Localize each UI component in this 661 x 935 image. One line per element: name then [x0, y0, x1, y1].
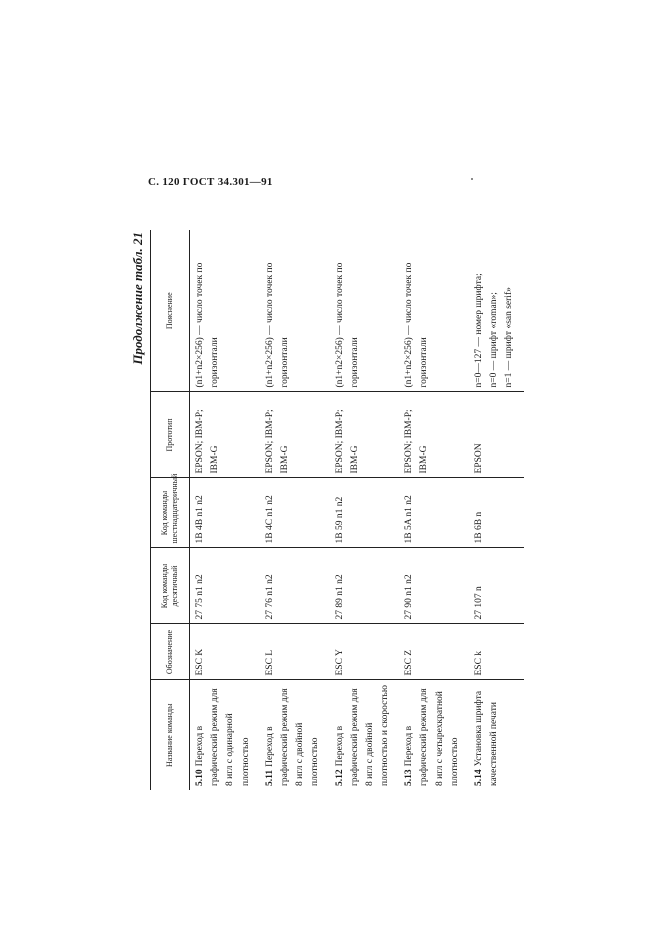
- row-number: 5.12: [334, 769, 345, 786]
- cell-name: [330, 680, 400, 790]
- cell-code-dec: 27 76 n1 n2: [260, 548, 330, 624]
- speck: [471, 178, 473, 180]
- col-header-note: Пояснение: [151, 230, 190, 392]
- table-row: [399, 230, 469, 790]
- cell-name: [399, 680, 469, 790]
- command-name: Переход в графический режим для 8 игл с двойной плотностью: [264, 688, 321, 786]
- cell-designation: ESC Y: [330, 624, 400, 680]
- commands-table: [150, 230, 524, 790]
- command-name: Установка шрифта качественной печати: [474, 690, 500, 786]
- table-row: [190, 230, 260, 790]
- page-header: С. 120 ГОСТ 34.301—91: [148, 176, 273, 188]
- row-number: 5.14: [474, 769, 484, 786]
- cell-code-dec: 27 89 n1 n2: [330, 548, 400, 624]
- cell-code-dec: 27 75 n1 n2: [190, 548, 260, 624]
- cell-prototype: EPSON; IBM-P; IBM-G: [399, 392, 469, 478]
- col-header-prototype: Прототип: [151, 392, 190, 478]
- cell-name: [469, 680, 524, 790]
- cell-code-dec: 27 90 n1 n2: [399, 548, 469, 624]
- table-row: [469, 230, 524, 790]
- table-row: [260, 230, 330, 790]
- cell-code-dec: 27 107 n: [469, 548, 524, 624]
- col-header-code-hex: Код команды шестнадцатеричный: [151, 478, 190, 548]
- cell-name: [190, 680, 260, 790]
- cell-note: (n1+n2×256) — число точек по горизонтали: [260, 230, 330, 392]
- cell-note: (n1+n2×256) — число точек по горизонтали: [190, 230, 260, 392]
- cell-name: [260, 680, 330, 790]
- note-line: n=0—127 — номер шрифта;: [474, 273, 484, 388]
- col-header-name: Название команды: [151, 680, 190, 790]
- row-number: 5.13: [404, 769, 415, 786]
- row-number: 5.10: [195, 769, 205, 786]
- cell-code-hex: 1B 4B n1 n2: [190, 478, 260, 548]
- table-caption: Продолжение табл. 21: [130, 232, 145, 365]
- cell-prototype: EPSON; IBM-P; IBM-G: [330, 392, 400, 478]
- command-name: Переход в графический режим для 8 игл с одинарной плотностью: [195, 688, 251, 786]
- table-header-row: [151, 230, 190, 790]
- cell-designation: ESC Z: [399, 624, 469, 680]
- note-line: n=0 — шрифт «roman»;: [489, 292, 500, 388]
- cell-code-hex: 1B 5A n1 n2: [399, 478, 469, 548]
- cell-code-hex: 1B 59 n1 n2: [330, 478, 400, 548]
- cell-designation: ESC k: [469, 624, 524, 680]
- col-header-code-dec: Код команды десятичный: [151, 548, 190, 624]
- note-line: n=1 — шрифт «san serif»: [504, 287, 515, 388]
- cell-designation: ESC K: [190, 624, 260, 680]
- cell-prototype: EPSON: [469, 392, 524, 478]
- cell-code-hex: 1B 4C n1 n2: [260, 478, 330, 548]
- command-name: Переход в графический режим для 8 игл с четырехкратной плотностью: [404, 688, 460, 786]
- cell-note: (n1+n2×256) — число точек по горизонтали: [399, 230, 469, 392]
- col-header-designation: Обозначение: [151, 624, 190, 680]
- cell-designation: ESC L: [260, 624, 330, 680]
- cell-code-hex: 1B 6B n: [469, 478, 524, 548]
- cell-prototype: EPSON; IBM-P; IBM-G: [190, 392, 260, 478]
- cell-note: (n1+n2×256) — число точек по горизонтали: [330, 230, 400, 392]
- table-row: [330, 230, 400, 790]
- cell-prototype: EPSON; IBM-P; IBM-G: [260, 392, 330, 478]
- rotated-table-block: [130, 230, 515, 790]
- cell-note: [469, 230, 524, 392]
- command-name: Переход в графический режим для 8 игл с двойной плотностью и скоростью: [334, 685, 391, 786]
- row-number: 5.11: [264, 769, 275, 786]
